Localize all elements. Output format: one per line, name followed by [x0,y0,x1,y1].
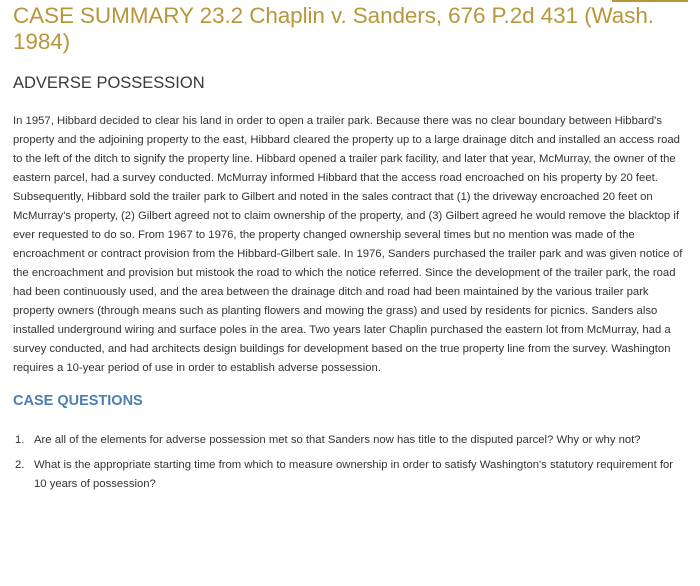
top-decorative-rule [612,0,688,2]
case-questions-heading: CASE QUESTIONS [13,393,143,409]
section-heading: ADVERSE POSSESSION [13,74,205,92]
question-text: What is the appropriate starting time from which to measure ownership in order to satisfy Washington's statutory requirement for 10 years of possession? [34,459,674,490]
question-number: 2. [15,459,25,471]
case-summary-paragraph: In 1957, Hibbard decided to clear his land in order to open a trailer park. Because there was no clear boundary between Hibbard's property and the adjoining property to the east, Hibbard cleared the property up to a large drainage ditch and installed an access road to the left of the ditch to signify the property line. Hibbard opened a trailer park facility, and later that year, McMurray, the owner of the eastern parcel, had a survey conducted. McMurray informed Hibbard that the access road encroached on his property by 20 feet. Subsequently, Hibbard sold the trailer park to Gilbert and noted in the sales contract that (1) the driveway encroached 20 feet on McMurray's property, (2) Gilbert agreed not to claim ownership of the property, and (3) Gilbert agreed he would remove the blacktop if ever requested to do so. From 1967 to 1976, the property changed ownership several times but no mention was made of the encroachment or contract provision from the Hibbard-Gilbert sale. In 1976, Sanders purchased the trailer park and was given notice of the encroachment and provision but mistook the road to which the notice referred. Since the development of the trailer park, the road had been continuously used, and the area between the drainage ditch and road had been maintained by the various trailer park property owners (through means such as planting flowers and mowing the grass) and used by residents for picnics. Sanders also installed underground wiring and surface poles in the area. Two years later Chaplin purchased the eastern lot from McMurray, had a survey conducted, and had architects design buildings for development based on the true property line from the survey. Washington requires a 10-year period of use in order to establish adverse possession. [13,115,683,374]
question-item [13,456,693,494]
case-title: CASE SUMMARY 23.2 Chaplin v. Sanders, 676 P.2d 431 (Wash. 1984) [13,3,654,54]
question-item [13,431,693,450]
case-questions-list [13,431,693,494]
question-text: Are all of the elements for adverse possession met so that Sanders now has title to the disputed parcel? Why or why not? [34,434,641,446]
case-summary-page [13,3,693,500]
question-number: 1. [15,434,25,446]
